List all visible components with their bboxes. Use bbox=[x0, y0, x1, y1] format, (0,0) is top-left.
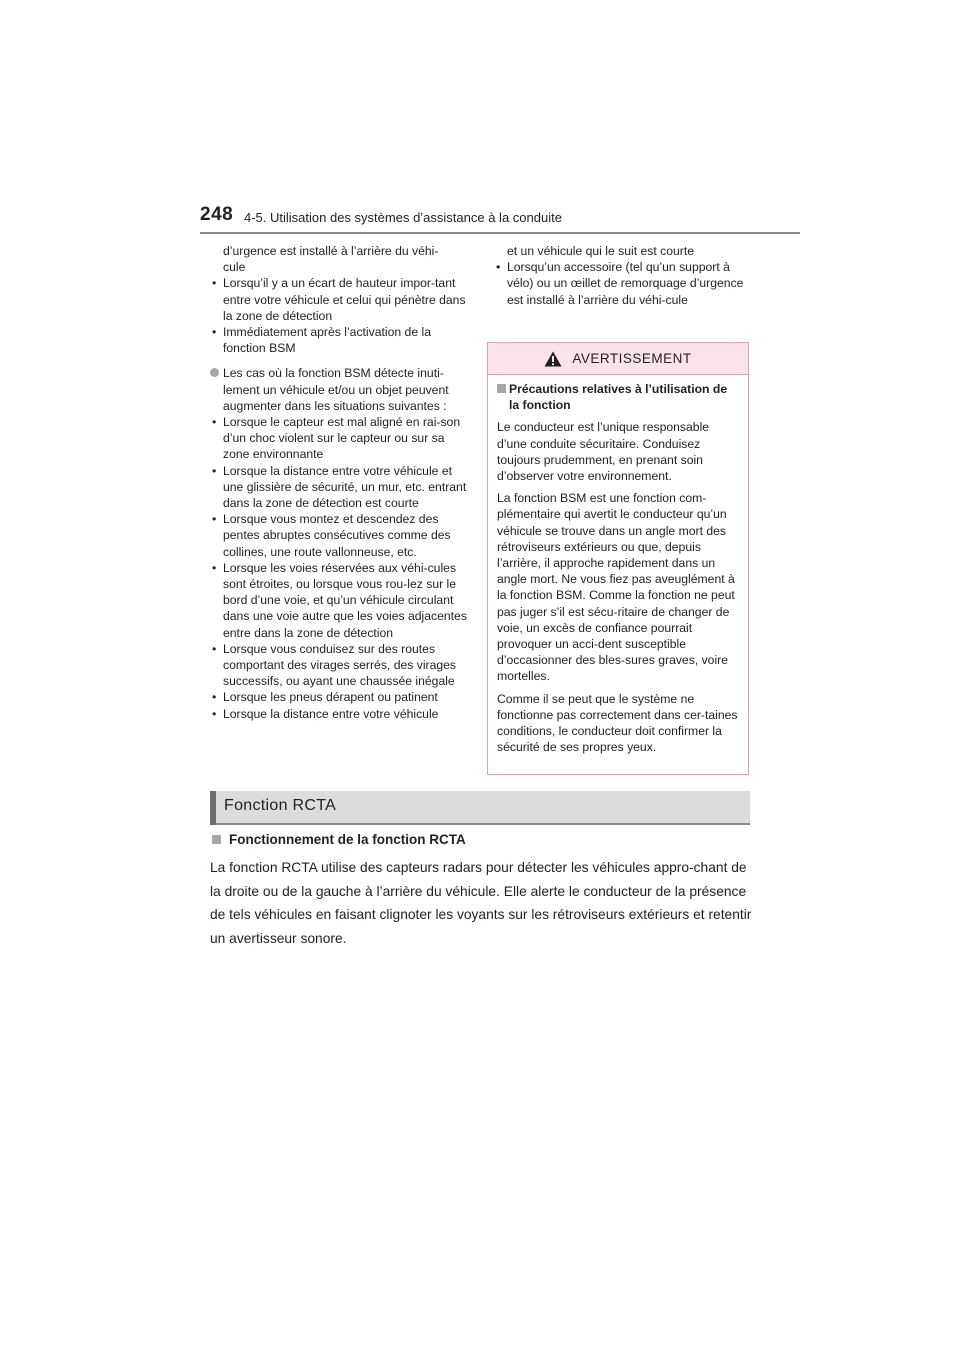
list-item: • Lorsqu’un accessoire (tel qu’un support à vélo) ou un œillet de remorquage d’urgence est installé à l’arrière du véhi-cule bbox=[496, 260, 744, 307]
warning-triangle-icon bbox=[544, 351, 562, 367]
header-rule bbox=[200, 232, 800, 234]
warning-subheading: Précautions relatives à l’utilisation de la fonction bbox=[497, 381, 739, 413]
warning-box bbox=[487, 342, 749, 775]
left-column bbox=[210, 243, 472, 722]
circle-bullet-icon bbox=[210, 368, 219, 377]
section-title: 4-5. Utilisation des systèmes d’assistance à la conduite bbox=[244, 210, 562, 225]
list-item: • Lorsque vous conduisez sur des routes comportant des virages serrés, des virages successifs, ou ayant une chaussée inégale bbox=[212, 641, 457, 689]
list-item: • Lorsque la distance entre votre véhicule bbox=[212, 706, 439, 721]
bullet-list bbox=[210, 414, 472, 722]
list-item: • Immédiatement après l’activation de la fonction BSM bbox=[212, 325, 431, 356]
rcta-section-bar bbox=[210, 791, 750, 825]
warning-body bbox=[488, 375, 748, 755]
list-item: • Lorsque vous montez et descendez des pentes abruptes consécutives comme des collines, une route vallonneuse, etc. bbox=[212, 512, 451, 559]
square-bullet-icon bbox=[212, 835, 221, 844]
list-item: • Lorsque les pneus dérapent ou patinent bbox=[212, 690, 438, 705]
rcta-paragraph: La fonction RCTA utilise des capteurs radars pour détecter les véhicules appro-chant de la droite ou de la gauche à l’arrière du véhicule. Elle alerte le conducteur de la présence de tels véhicules en faisant clignoter les voyants sur les rétroviseurs extérieurs et retentir un avertisseur sonore. bbox=[210, 860, 752, 946]
bullet-list bbox=[494, 259, 752, 308]
warning-header bbox=[488, 343, 748, 375]
continuation-line: et un véhicule qui le suit est courte bbox=[507, 244, 694, 258]
square-bullet-icon bbox=[497, 384, 506, 393]
warning-paragraph: La fonction BSM est une fonction com-plémentaire qui avertit le conducteur qu’un véhicule se trouve dans un angle mort des rétroviseurs extérieurs ou que, depuis l’arrière, il approche rapidement dans un angle mort. Ne vous fiez pas aveuglément à la fonction BSM. Comme la fonction ne peut pas juger s’il est sécu-ritaire de changer de voie, un excès de confiance pourrait provoquer un acci-dent susceptible d’occasionner des bles-sures graves, voire mortelles. bbox=[497, 491, 735, 684]
rcta-subheading: Fonctionnement de la fonction RCTA bbox=[212, 832, 466, 847]
continuation-line: cule bbox=[223, 260, 246, 275]
list-item: • Lorsque le capteur est mal aligné en rai-son d’un choc violent sur le capteur ou sur sa zone environnante bbox=[212, 415, 461, 462]
continuation-line: d’urgence est installé à l’arrière du véhi- bbox=[223, 244, 439, 258]
warning-paragraph: Comme il se peut que le système ne fonctionne pas correctement dans cer-taines conditions, le conducteur doit confirmer la sécurité de ses propres yeux. bbox=[497, 691, 738, 755]
rcta-section-title: Fonction RCTA bbox=[224, 797, 337, 814]
page-number: 248 bbox=[200, 204, 234, 225]
right-column bbox=[494, 243, 752, 308]
list-item: • Lorsque les voies réservées aux véhi-cules sont étroites, ou lorsque vous rou-lez sur le bord d’une voie, et qu’un véhicule circulant dans une voie autre que les voies adjacentes entre dans la zone de détection bbox=[212, 560, 467, 640]
warning-paragraph: Le conducteur est l’unique responsable d’une conduite sécuritaire. Conduisez toujours prudemment, en prenant soin d’observer votre environnement. bbox=[497, 420, 710, 484]
list-item: • Lorsqu’il y a un écart de hauteur impor-tant entre votre véhicule et celui qui pénètre dans la zone de détection bbox=[212, 276, 466, 323]
section-accent bbox=[210, 791, 216, 825]
page-header bbox=[200, 204, 800, 238]
list-item: • Lorsque la distance entre votre véhicule et une glissière de sécurité, un mur, etc. entrant dans la zone de détection est courte bbox=[212, 463, 467, 511]
circle-bullet-item: Les cas où la fonction BSM détecte inuti-lement un véhicule et/ou un objet peuvent augmenter dans les situations suivantes : bbox=[210, 365, 472, 414]
warning-title: AVERTISSEMENT bbox=[572, 351, 692, 366]
bullet-list bbox=[210, 275, 472, 356]
